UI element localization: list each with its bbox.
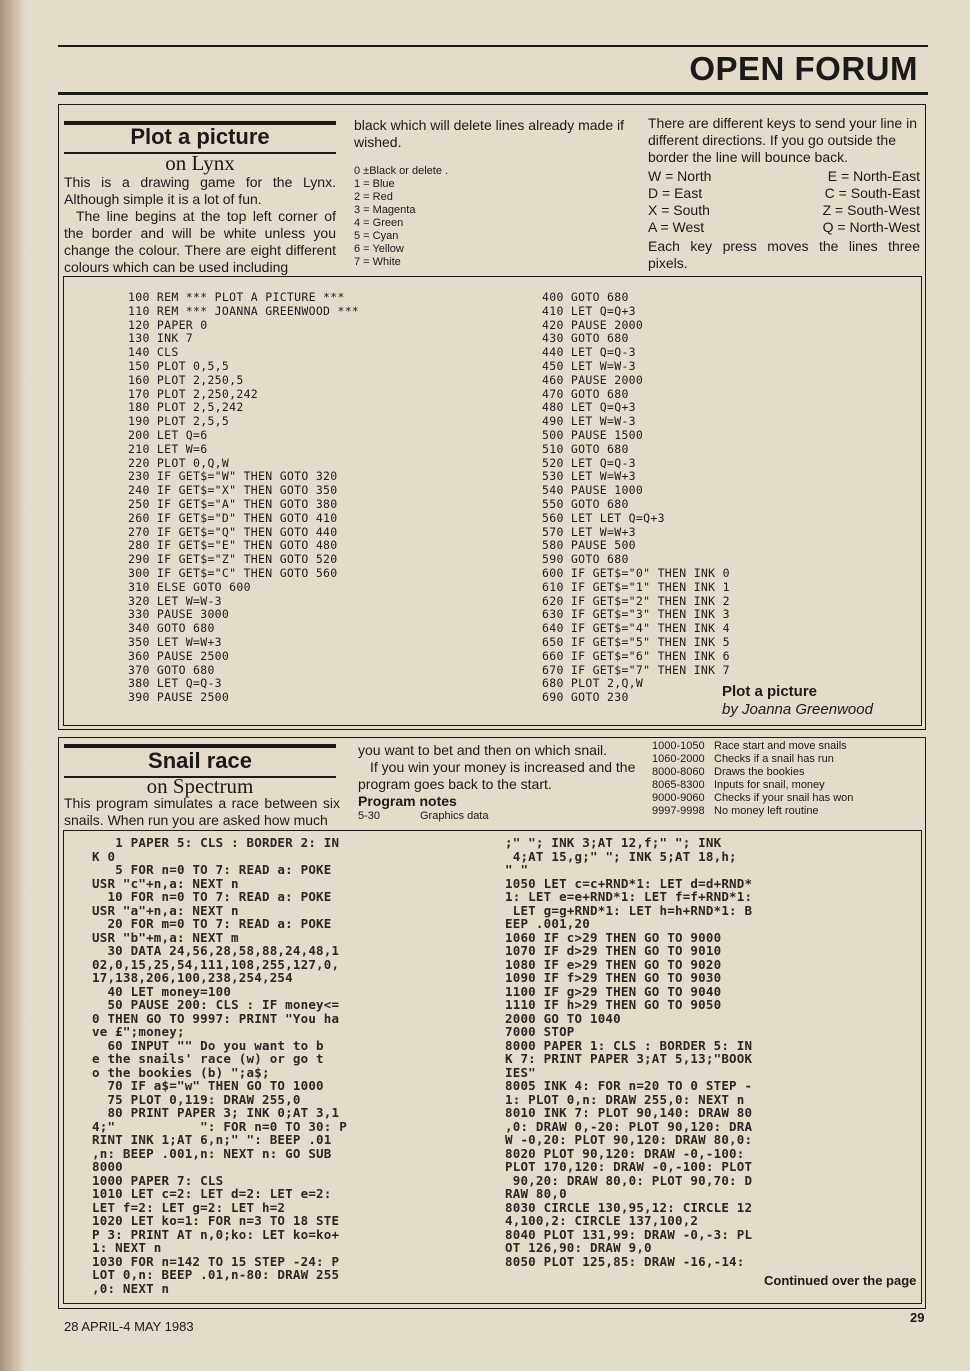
article1-intro-p2: The line begins at the top left corner of the border and will be white unless you change the colour. There are eight different colours which can be used including [64, 208, 336, 275]
program-note-desc: No money left routine [714, 805, 819, 817]
colour-code-item: 3 = Magenta [354, 204, 416, 216]
colour-code-item: 2 = Red [354, 191, 393, 203]
section-title: OPEN FORUM [689, 50, 918, 87]
program-note-lines: 1060-2000 [652, 753, 705, 765]
program-note-lines: 8000-8060 [652, 766, 705, 778]
direction-key: Z = South-West [822, 202, 920, 218]
program-note-lines: 5-30 [358, 810, 381, 822]
article2-title: Snail race [148, 748, 252, 773]
direction-key: C = South-East [824, 185, 920, 201]
article1-subtitle: on Lynx [165, 151, 235, 175]
program-note-desc: Graphics data [420, 810, 489, 822]
article1-intro-p1: This is a drawing game for the Lynx. Although simple it is a lot of fun. [64, 174, 336, 207]
colour-code-item: 5 = Cyan [354, 230, 399, 242]
article1-listing-right: 400 GOTO 680 410 LET Q=Q+3 420 PAUSE 2000 430 GOTO 680 440 LET Q=Q-3 450 LET W=W-3 460 PAUSE 2000 470 GOTO 680 480 LET Q=Q+3 490 LET W=W-3 500 PAUSE 1500 510 GOTO 680 520 LET Q=Q-3 530 LET W=W+3 540 PAUSE 1000 550 GOTO 680 560 LET LET Q=Q+3 570 LET W=W+3 580 PAUSE 500 590 GOTO 680 600 IF GET$="0" THEN INK 0 610 IF GET$="1" THEN INK 1 620 IF GET$="2" THEN INK 2 630 IF GET$="3" THEN INK 3 640 IF GET$="4" THEN INK 4 650 IF GET$="5" THEN INK 5 660 IF GET$="6" THEN INK 6 670 IF GET$="7" THEN INK 7 680 PLOT 2,Q,W 690 GOTO 230 [542, 290, 730, 705]
colour-code-item: 4 = Green [354, 217, 404, 229]
direction-key: E = North-East [827, 168, 920, 184]
program-note-desc: Race start and move snails [714, 740, 847, 752]
program-notes-heading: Program notes [358, 793, 457, 809]
program-note-lines: 9000-9060 [652, 792, 705, 804]
colour-code-list [354, 165, 554, 269]
direction-key: X = South [648, 202, 710, 218]
article2-col2-text2: If you win your money is increased and the program goes back to the start. [358, 759, 636, 792]
program-note-row [652, 792, 920, 805]
colour-code-item: 6 = Yellow [354, 243, 404, 255]
caption-byline: by Joanna Greenwood [722, 701, 873, 718]
article2-col2 [358, 742, 638, 823]
article1-col3 [648, 115, 920, 272]
article1-caption [722, 683, 912, 718]
program-note-row [652, 805, 920, 818]
program-note-row [652, 766, 920, 779]
program-note-lines: 1000-1050 [652, 740, 705, 752]
colour-code-item: 7 = White [354, 256, 401, 268]
header-rule-bottom [58, 92, 928, 95]
program-note-row [652, 753, 920, 766]
direction-key: D = East [648, 185, 703, 201]
program-note-row [652, 779, 920, 792]
article1-title: Plot a picture [130, 124, 270, 149]
program-note-row [652, 740, 920, 753]
article2-subtitle: on Spectrum [146, 774, 254, 798]
program-note-desc: Draws the bookies [714, 766, 805, 778]
article2-listing-right: ;" "; INK 3;AT 12,f;" "; INK 4;AT 15,g;" "; INK 5;AT 18,h; " " 1050 LET c=c+RND*1: LET d=d+RND* 1: LET e=e+RND*1: LET f=f+RND*1: LET g=g+RND*1: LET h=h+RND*1: B EEP .001,20 1060 IF c>29 THEN GO TO 9000 1070 IF d>29 THEN GO TO 9010 1080 IF e>29 THEN GO TO 9020 1090 IF f>29 THEN GO TO 9030 1100 IF g>29 THEN GO TO 9040 1110 IF h>29 THEN GO TO 9050 2000 GO TO 1040 7000 STOP 8000 PAPER 1: CLS : BORDER 5: IN K 7: PRINT PAPER 3;AT 5,13;"BOOK IES" 8005 INK 4: FOR n=20 TO 0 STEP - 1: PLOT 0,n: DRAW 255,0: NEXT n 8010 INK 7: PLOT 90,140: DRAW 80 ,0: DRAW 0,-20: PLOT 90,120: DRA W -0,20: PLOT 90,120: DRAW 80,0: 8020 PLOT 90,120: DRAW -0,-100: PLOT 170,120: DRAW -0,-100: PLOT 90,20: DRAW 80,0: PLOT 90,70: D RAW 80,0 8030 CIRCLE 130,95,12: CIRCLE 12 4,100,2: CIRCLE 137,100,2 8040 PLOT 131,99: DRAW -0,-3: PL OT 126,90: DRAW 9,0 8050 PLOT 125,85: DRAW -16,-14: [505, 836, 753, 1268]
direction-key-list [648, 168, 920, 236]
direction-key: Q = North-West [822, 219, 920, 235]
article2-listing-left: 1 PAPER 5: CLS : BORDER 2: IN K 0 5 FOR n=0 TO 7: READ a: POKE USR "c"+n,a: NEXT n 10 FOR n=0 TO 7: READ a: POKE USR "a"+n,a: NEXT n 20 FOR m=0 TO 7: READ a: POKE USR "b"+m,a: NEXT m 30 DATA 24,56,28,58,88,24,48,1 02,0,15,25,54,111,108,255,127,0, 17,138,206,100,238,254,254 40 LET money=100 50 PAUSE 200: CLS : IF money<= 0 THEN GO TO 9997: PRINT "You ha ve £";money; 60 INPUT "" Do you want to b e the snails' race (w) or go t o the bookies (b) ";a$; 70 IF a$="w" THEN GO TO 1000 75 PLOT 0,119: DRAW 255,0 80 PRINT PAPER 3; INK 0;AT 3,1 4;" ": FOR n=0 TO 30: P RINT INK 1;AT 6,n;" ": BEEP .01 ,n: BEEP .001,n: NEXT n: GO SUB 8000 1000 PAPER 7: CLS 1010 LET c=2: LET d=2: LET e=2: LET f=2: LET g=2: LET h=2 1020 LET ko=1: FOR n=3 TO 18 STE P 3: PRINT AT n,0;ko: LET ko=ko+ 1: NEXT n 1030 FOR n=142 TO 15 STEP -24: P LOT 0,n: BEEP .01,n-80: DRAW 255 ,0: NEXT n [92, 836, 347, 1296]
program-note-row [358, 810, 638, 823]
caption-title: Plot a picture [722, 683, 818, 700]
program-note-desc: Inputs for snail, money [714, 779, 825, 791]
program-note-lines: 9997-9998 [652, 805, 705, 817]
colour-code-item: 0 ±Black or delete . [354, 165, 449, 177]
issue-date: 28 APRIL-4 MAY 1983 [64, 1319, 194, 1334]
article1-listing-left: 100 REM *** PLOT A PICTURE *** 110 REM *** JOANNA GREENWOOD *** 120 PAPER 0 130 INK 7 140 CLS 150 PLOT 0,5,5 160 PLOT 2,250,5 170 PLOT 2,250,242 180 PLOT 2,5,242 190 PLOT 2,5,5 200 LET Q=6 210 LET W=6 220 PLOT 0,Q,W 230 IF GET$="W" THEN GOTO 320 240 IF GET$="X" THEN GOTO 350 250 IF GET$="A" THEN GOTO 380 260 IF GET$="D" THEN GOTO 410 270 IF GET$="Q" THEN GOTO 440 280 IF GET$="E" THEN GOTO 480 290 IF GET$="Z" THEN GOTO 520 300 IF GET$="C" THEN GOTO 560 310 ELSE GOTO 600 320 LET W=W-3 330 PAUSE 3000 340 GOTO 680 350 LET W=W+3 360 PAUSE 2500 370 GOTO 680 380 LET Q=Q-3 390 PAUSE 2500 [128, 290, 360, 705]
header-rule-top [58, 45, 928, 47]
article1-col2-text: black which will delete lines already made if wished. [354, 117, 625, 150]
binding-shadow [0, 0, 26, 1371]
article2-intro: This program simulates a race between six snails. When run you are asked how much [64, 795, 340, 828]
program-note-lines: 8065-8300 [652, 779, 705, 791]
article1-intro [64, 174, 336, 276]
page-number: 29 [910, 1310, 925, 1325]
program-note-desc: Checks if a snail has run [714, 753, 834, 765]
article1-col3-outro: Each key press moves the lines three pixels. [648, 238, 920, 271]
continued-note: Continued over the page [764, 1273, 917, 1288]
program-note-desc: Checks if your snail has won [714, 792, 854, 804]
article2-col2-text: you want to bet and then on which snail. [358, 742, 608, 758]
colour-code-item: 1 = Blue [354, 178, 395, 190]
program-notes-list [652, 740, 920, 818]
article1-col3-intro: There are different keys to send your line in different directions. If you go outside the border the line will bounce back. [648, 115, 918, 165]
direction-key: A = West [648, 219, 705, 235]
direction-key: W = North [648, 168, 712, 184]
